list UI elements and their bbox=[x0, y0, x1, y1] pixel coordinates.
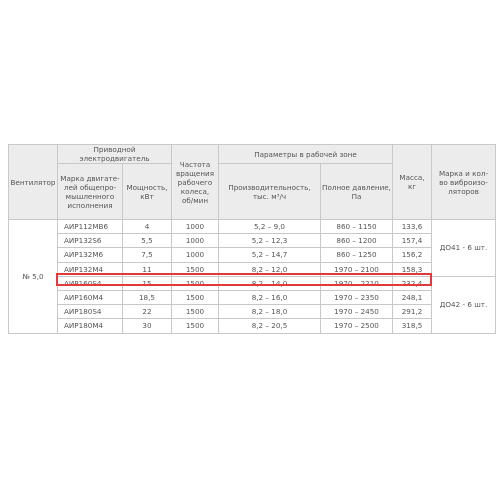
pressure-cell: 1970 – 2350 bbox=[321, 290, 393, 304]
header-power: Мощность, кВт bbox=[123, 164, 172, 220]
mass-cell: 291,2 bbox=[393, 305, 432, 319]
mass-cell: 156,2 bbox=[393, 248, 432, 262]
capacity-cell: 5,2 – 12,3 bbox=[219, 234, 321, 248]
motor-cell: АИР132М6 bbox=[58, 248, 123, 262]
motor-cell: АИР180М4 bbox=[58, 319, 123, 333]
header-motor-brand: Марка двигате- лей общепро- мышленного исполнения bbox=[58, 164, 123, 220]
header-mass: Масса, кг bbox=[393, 145, 432, 220]
capacity-cell: 5,2 – 9,0 bbox=[219, 220, 321, 234]
speed-cell: 1000 bbox=[172, 248, 219, 262]
pressure-cell: 1970 – 2450 bbox=[321, 305, 393, 319]
power-cell: 5,5 bbox=[123, 234, 172, 248]
header-motor-group: Приводной электродвигатель bbox=[58, 145, 172, 164]
isolator-group: ДО42 - 6 шт. bbox=[432, 276, 496, 333]
speed-cell: 1500 bbox=[172, 319, 219, 333]
mass-cell: 158,3 bbox=[393, 262, 432, 276]
capacity-cell: 8,2 – 16,0 bbox=[219, 290, 321, 304]
pressure-cell: 1970 – 2100 bbox=[321, 262, 393, 276]
speed-cell: 1500 bbox=[172, 276, 219, 290]
power-cell: 11 bbox=[123, 262, 172, 276]
capacity-cell: 8,2 – 12,0 bbox=[219, 262, 321, 276]
header-fan: Вентилятор bbox=[9, 145, 58, 220]
isolator-group: ДО41 - 6 шт. bbox=[432, 220, 496, 277]
mass-cell: 157,4 bbox=[393, 234, 432, 248]
table-row bbox=[9, 234, 496, 248]
pressure-cell: 860 – 1200 bbox=[321, 234, 393, 248]
motor-cell: АИР180S4 bbox=[58, 305, 123, 319]
table-row bbox=[9, 290, 496, 304]
table-row bbox=[9, 319, 496, 333]
power-cell: 4 bbox=[123, 220, 172, 234]
spec-table bbox=[8, 144, 496, 334]
table-row bbox=[9, 276, 496, 290]
power-cell: 22 bbox=[123, 305, 172, 319]
motor-cell: АИР132М4 bbox=[58, 262, 123, 276]
pressure-cell: 1970 – 2210 bbox=[321, 276, 393, 290]
mass-cell: 248,1 bbox=[393, 290, 432, 304]
header-isolators: Марка и кол- во виброизо- ляторов bbox=[432, 145, 496, 220]
capacity-cell: 8,2 – 14,0 bbox=[219, 276, 321, 290]
header-speed: Частота вращения рабочего колеса, об/мин bbox=[172, 145, 219, 220]
capacity-cell: 5,2 – 14,7 bbox=[219, 248, 321, 262]
table-row-highlighted bbox=[9, 305, 496, 319]
header-capacity: Производительность, тыс. м³/ч bbox=[219, 164, 321, 220]
motor-cell: АИР112МВ6 bbox=[58, 220, 123, 234]
mass-cell: 318,5 bbox=[393, 319, 432, 333]
pressure-cell: 860 – 1250 bbox=[321, 248, 393, 262]
motor-cell: АИР160S4 bbox=[58, 276, 123, 290]
speed-cell: 1500 bbox=[172, 262, 219, 276]
mass-cell: 133,6 bbox=[393, 220, 432, 234]
speed-cell: 1500 bbox=[172, 305, 219, 319]
fan-label: № 5,0 bbox=[9, 220, 58, 334]
speed-cell: 1500 bbox=[172, 290, 219, 304]
motor-cell: АИР132S6 bbox=[58, 234, 123, 248]
mass-cell: 232,4 bbox=[393, 276, 432, 290]
table-row bbox=[9, 262, 496, 276]
pressure-cell: 1970 – 2500 bbox=[321, 319, 393, 333]
power-cell: 7,5 bbox=[123, 248, 172, 262]
table-row bbox=[9, 248, 496, 262]
capacity-cell: 8,2 – 20,5 bbox=[219, 319, 321, 333]
power-cell: 30 bbox=[123, 319, 172, 333]
speed-cell: 1000 bbox=[172, 234, 219, 248]
power-cell: 18,5 bbox=[123, 290, 172, 304]
header-params-group: Параметры в рабочей зоне bbox=[219, 145, 393, 164]
table-row bbox=[9, 220, 496, 234]
capacity-cell: 8,2 – 18,0 bbox=[219, 305, 321, 319]
header-pressure: Полное давление, Па bbox=[321, 164, 393, 220]
power-cell: 15 bbox=[123, 276, 172, 290]
pressure-cell: 860 – 1150 bbox=[321, 220, 393, 234]
motor-cell: АИР160М4 bbox=[58, 290, 123, 304]
speed-cell: 1000 bbox=[172, 220, 219, 234]
